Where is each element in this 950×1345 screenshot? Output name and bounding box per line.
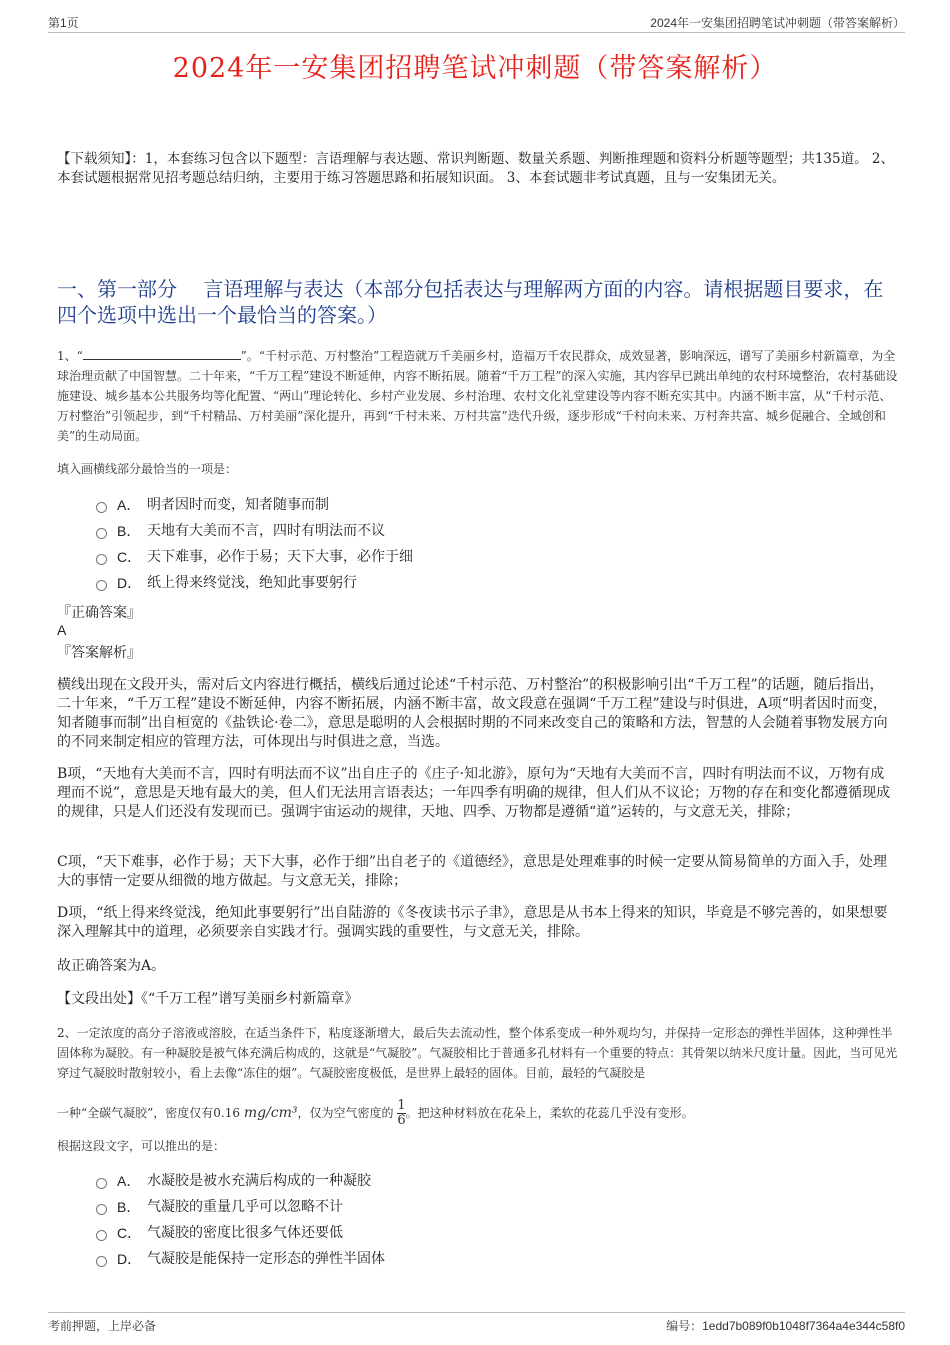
radio-icon[interactable]: [96, 554, 107, 565]
option-a[interactable]: A． 水凝胶是被水充满后构成的一种凝胶: [96, 1168, 385, 1194]
radio-icon[interactable]: [96, 1230, 107, 1241]
analysis-conclusion: 故正确答案为A。: [57, 958, 166, 974]
analysis-paragraph: C项，“天下难事，必作于易；天下大事，必作于细”出自老子的《道德经》，意思是处理难事的时候一定要从简易简单的方面入手，处理大的事情一定要从细微的地方做起。与文意无关，排除；: [57, 854, 888, 889]
download-notice: 【下载须知】：1，本套练习包含以下题型：言语理解与表达题、常识判断题、数量关系题、判断推理题和资料分析题等题型；共135道。 2、本套试题根据常见招考题总结归纳，主要用于练习答题思路和拓展知识面。 3、本套试题非考试真题，且与一安集团无关。: [57, 151, 894, 186]
option-b[interactable]: B． 气凝胶的重量几乎可以忽略不计: [96, 1194, 385, 1220]
fraction: $\frac{1}{6}$: [397, 1098, 406, 1128]
answer-blank: [83, 347, 241, 360]
question-1-text: 1、“ ”。“千村示范、万村整治”工程造就万千美丽乡村，造福万千农民群众，成效显著，影响深远，谱写了美丽乡村新篇章，为全球治理贡献了中国智慧。二十年来，“千万工程”建设不断延伸，内容不断拓展。随着“千万工程”的深入实施，其内容早已跳出单纯的农村环境整治，农村基础设施建设、城乡基本公共服务均等化配置、“两山”理论转化、乡村产业发展、乡村治理、农村文化礼堂建设等内容不断充实其中。内涵不断丰富，从“千村示范、万村整治”引领起步，到“千村精品、万村美丽”深化提升，再到“千村未来、万村共富”迭代升级，逐步形成“千村向未来、万村奔共富、城乡促融合、全域创和美”的生动局面。: [57, 349, 898, 443]
radio-icon[interactable]: [96, 1256, 107, 1267]
source-note: 【文段出处】《“千万工程”谱写美丽乡村新篇章》: [57, 991, 359, 1007]
radio-icon[interactable]: [96, 580, 107, 591]
footer-doc-id: 编号：1edd7b089f0b1048f7364a4e344c58f0: [666, 1319, 905, 1333]
page-footer: [48, 1312, 905, 1333]
analysis-paragraph: D项，“纸上得来终觉浅，绝知此事要躬行”出自陆游的《冬夜读书示子聿》，意思是从书本上得来的知识，毕竟是不够完善的，如果想要深入理解其中的道理，必须要亲自实践才行。强调实践的重要性，与文意无关，排除。: [57, 905, 888, 940]
radio-icon[interactable]: [96, 1204, 107, 1215]
option-c[interactable]: C． 气凝胶的密度比很多气体还要低: [96, 1220, 385, 1246]
question-1-options: [96, 492, 413, 596]
answer-value: A: [57, 622, 67, 638]
section-heading: 一、第一部分 言语理解与表达（本部分包括表达与理解两方面的内容。请根据题目要求，在四个选项中选出一个最恰当的答案。）: [57, 277, 884, 327]
radio-icon[interactable]: [96, 1178, 107, 1189]
page-number: 第1页: [48, 16, 79, 30]
option-a[interactable]: A． 明者因时而变，知者随事而制: [96, 492, 413, 518]
answer-label: 『正确答案』: [57, 605, 141, 621]
analysis-paragraph: B项，“天地有大美而不言，四时有明法而不议”出自庄子的《庄子·知北游》，原句为“天地有大美而不言，四时有明法而不议，万物有成理而不说”，意思是天地有最大的美，但人们无法用言语表达；一年四季有明确的规律，但人们从不议论；万物的存在和变化都遵循现成的规律，只是人们还没有发现而已。强调宇宙运动的规律，天地、四季、万物都是遵循“道”运转的，与文意无关，排除；: [57, 766, 891, 820]
question-2-options: [96, 1168, 385, 1272]
analysis-paragraph: 横线出现在文段开头，需对后文内容进行概括，横线后通过论述“千村示范、万村整治”的积极影响引出“千万工程”的话题，随后指出，二十年来，“千万工程”建设不断延伸，内容不断拓展，内涵不断丰富，故文段意在强调“千万工程”建设与时俱进，A项“明者因时而变，知者随事而制”出自桓宽的《盐铁论·卷二》，意思是聪明的人会根据时期的不同来改变自己的策略和方法，智慧的人会随着事物发展方向的不同来制定相应的管理方法，可体现出与时俱进之意，当选。: [57, 677, 888, 750]
question-2-text: 2、一定浓度的高分子溶液或溶胶，在适当条件下，粘度逐渐增大，最后失去流动性，整个体系变成一种外观均匀，并保持一定形态的弹性半固体，这种弹性半固体称为凝胶。有一种凝胶是被气体充满后构成的，这就是“气凝胶”。气凝胶相比于普通多孔材料有一个重要的特点：其骨架以纳米尺度计量。因此，当可见光穿过气凝胶时散射较小，看上去像“冻住的烟”。气凝胶密度极低，是世界上最轻的固体。目前，最轻的气凝胶是: [57, 1026, 898, 1080]
analysis-label: 『答案解析』: [57, 645, 141, 661]
radio-icon[interactable]: [96, 502, 107, 513]
option-b[interactable]: B． 天地有大美而不言，四时有明法而不议: [96, 518, 413, 544]
question-2-prompt: 根据这段文字，可以推出的是：: [57, 1139, 226, 1153]
question-2-text-cont: 一种“全碳气凝胶”，密度仅有0.16 mg/cm³，仅为空气密度的 $\frac{1}{6}$ 。把这种材料放在花朵上，柔软的花蕊几乎没有变形。: [57, 1098, 694, 1128]
radio-icon[interactable]: [96, 528, 107, 539]
unit-formula: mg/cm³: [243, 1105, 298, 1121]
header-doc-title: 2024年一安集团招聘笔试冲刺题（带答案解析）: [650, 16, 905, 30]
option-c[interactable]: C． 天下难事，必作于易；天下大事，必作于细: [96, 544, 413, 570]
page-title: 2024年一安集团招聘笔试冲刺题（带答案解析）: [172, 53, 778, 84]
option-d[interactable]: D． 纸上得来终觉浅，绝知此事要躬行: [96, 570, 413, 596]
page-header: [48, 14, 905, 33]
option-d[interactable]: D． 气凝胶是能保持一定形态的弹性半固体: [96, 1246, 385, 1272]
question-1-prompt: 填入画横线部分最恰当的一项是：: [57, 462, 238, 476]
footer-slogan: 考前押题，上岸必备: [48, 1319, 157, 1333]
